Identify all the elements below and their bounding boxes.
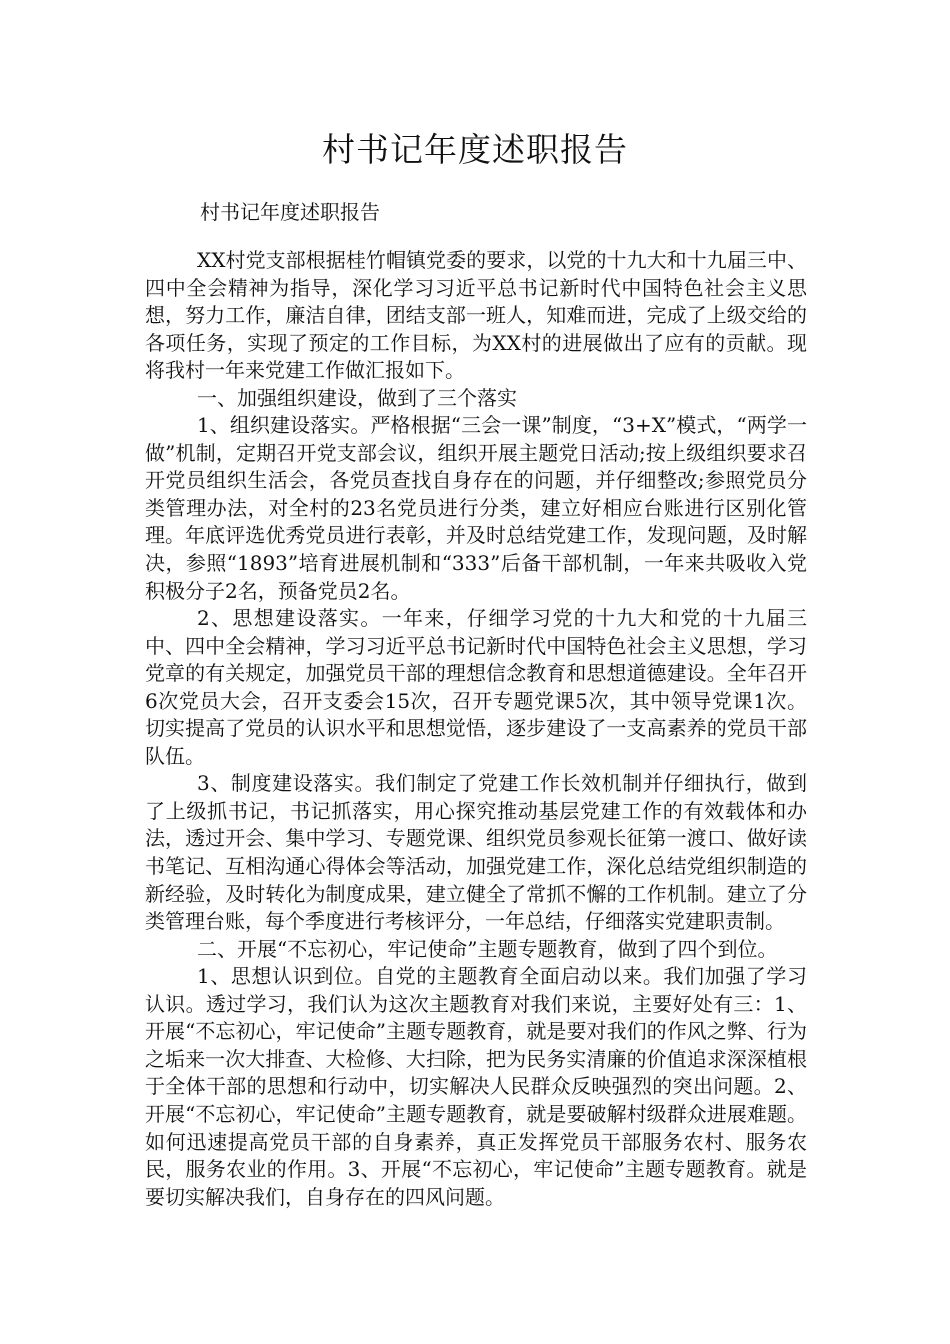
paragraph-org-building: 1、组织建设落实。严格根据“三会一课”制度，“3+X”模式，“两学一做”机制，定期召开党支部会议，组织开展主题党日活动;按上级组织要求召开党员组织生活会，各党员查找自身存在的问题，并仔细整改;参照党员分类管理办法，对全村的23名党员进行分类，建立好相应台账进行区别化管理。年底评选优秀党员进行表彰，并及时总结党建工作，发现问题，及时解决，参照“1893”培育进展机制和“333”后备干部机制，一年来共吸收入党积极分子2名，预备党员2名。	[145, 413, 807, 603]
section-heading-2: 二、开展“不忘初心，牢记使命”主题专题教育，做到了四个到位。	[197, 936, 778, 961]
document-body	[145, 247, 807, 1211]
paragraph-system-building: 3、制度建设落实。我们制定了党建工作长效机制并仔细执行，做到了上级抓书记，书记抓落实，用心探究推动基层党建工作的有效载体和办法，透过开会、集中学习、专题党课、组织党员参观长征第一渡口、做好读书笔记、互相沟通心得体会等活动，加强党建工作，深化总结党组织制造的新经验，及时转化为制度成果，建立健全了常抓不懈的工作机制。建立了分类管理台账，每个季度进行考核评分，一年总结，仔细落实党建职责制。	[145, 771, 807, 934]
document-title: 村书记年度述职报告	[322, 130, 628, 169]
paragraph-thought-building: 2、思想建设落实。一年来，仔细学习党的十九大和党的十九届三中、四中全会精神，学习习近平总书记新时代中国特色社会主义思想，学习党章的有关规定，加强党员干部的理想信念教育和思想道德建设。全年召开6次党员大会，召开支委会15次，召开专题党课5次，其中领导党课1次。切实提高了党员的认识水平和思想觉悟，逐步建设了一支高素养的党员干部队伍。	[145, 606, 807, 768]
paragraph-awareness: 1、思想认识到位。自党的主题教育全面启动以来。我们加强了学习认识。透过学习，我们认为这次主题教育对我们来说，主要好处有三：1、开展“不忘初心，牢记使命”主题专题教育，就是要对我们的作风之弊、行为之垢来一次大排查、大检修、大扫除，把为民务实清廉的价值追求深深植根于全体干部的思想和行动中，切实解决人民群众反映强烈的突出问题。2、开展“不忘初心，牢记使命”主题专题教育，就是要破解村级群众进展难题。如何迅速提高党员干部的自身素养，真正发挥党员干部服务农村、服务农民，服务农业的作用。3、开展“不忘初心，牢记使命”主题专题教育。就是要切实解决我们，自身存在的四风问题。	[145, 964, 807, 1209]
section-heading-1: 一、加强组织建设，做到了三个落实	[197, 385, 517, 410]
paragraph-intro: XX村党支部根据桂竹帽镇党委的要求，以党的十九大和十九届三中、四中全会精神为指导，深化学习习近平总书记新时代中国特色社会主义思想，努力工作，廉洁自律，团结支部一班人，知难而进，完成了上级交给的各项任务，实现了预定的工作目标，为XX村的进展做出了应有的贡献。现将我村一年来党建工作做汇报如下。	[145, 248, 807, 383]
document-subtitle: 村书记年度述职报告	[200, 200, 380, 224]
